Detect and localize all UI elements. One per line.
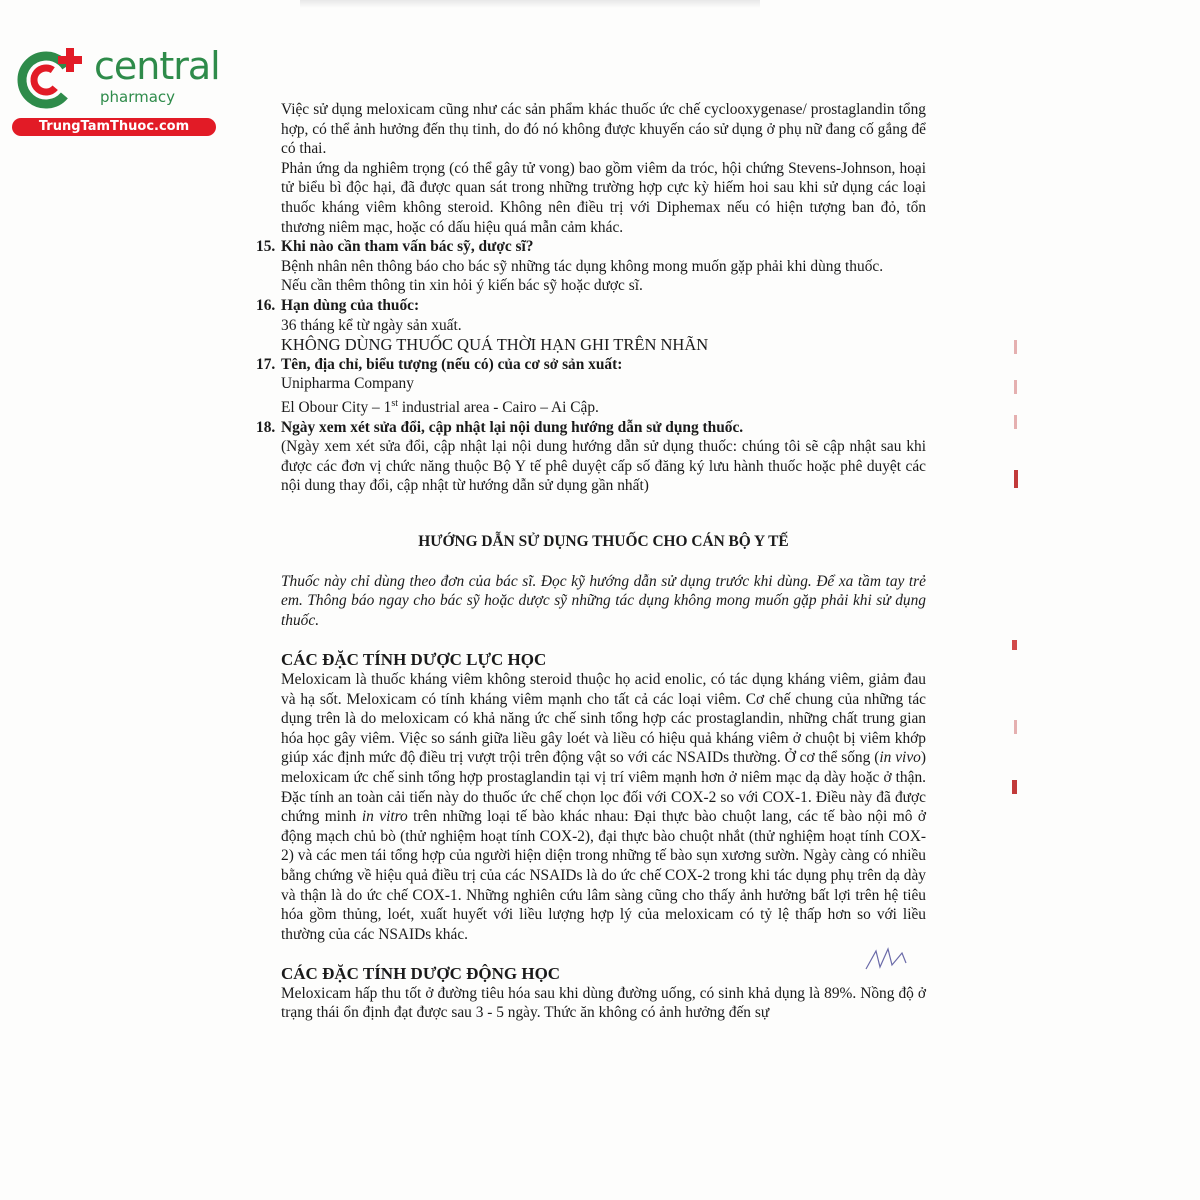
section-18-heading <box>256 418 926 438</box>
section-16-line-1: 36 tháng kể từ ngày sản xuất. <box>281 316 462 334</box>
section-title: Ngày xem xét sửa đổi, cập nhật lại nội dung hướng dẫn sử dụng thuốc. <box>281 418 744 436</box>
stamp-mark <box>1014 415 1017 429</box>
section-title: Hạn dùng của thuốc: <box>281 296 420 314</box>
section-number: 18. <box>256 418 276 436</box>
central-pharmacy-logo[interactable] <box>8 38 218 138</box>
section-15-line-2: Nếu cần thêm thông tin xin hỏi ý kiến bác sỹ hoặc dược sĩ. <box>281 277 643 295</box>
pharmacodynamics-title: CÁC ĐẶC TÍNH DƯỢC LỰC HỌC <box>281 650 547 670</box>
section-number: 15. <box>256 238 276 256</box>
document-body <box>256 100 926 1023</box>
section-17-heading <box>256 355 926 375</box>
address-superscript: st <box>391 397 398 409</box>
section-title: Khi nào cần tham vấn bác sỹ, dược sĩ? <box>281 238 534 256</box>
logo-subtitle: pharmacy <box>100 88 176 106</box>
section-18-line-1: (Ngày xem xét sửa đổi, cập nhật lại nội dung hướng dẫn sử dụng thuốc: chúng tôi sẽ cập nhật sau khi được các đơn vị chức năng thuộc Bộ Y tế phê duyệt cấp số đăng ký lưu hành thuốc hoặc phê duyệt các nội dung thay đổi, cập nhật từ hướng dẫn sử dụng gần nhất) <box>281 438 926 495</box>
address-part-b: industrial area - Cairo – Ai Cập. <box>397 399 599 417</box>
margin-stamp-marks <box>1006 340 1036 820</box>
scan-edge <box>300 0 760 8</box>
section-15-line-1: Bệnh nhân nên thông báo cho bác sỹ những tác dụng không mong muốn gặp phải khi dùng thuốc. <box>281 257 884 275</box>
stamp-mark <box>1014 380 1017 394</box>
pharmacy-cross-logo-icon <box>12 40 90 118</box>
intro-paragraph-1: Việc sử dụng meloxicam cũng như các sản phẩm khác thuốc ức chế cyclooxygenase/ prostaglandin tổng hợp, có thể ảnh hưởng đến thụ tinh, do đó nó không được khuyến cáo sử dụng ở phụ nữ đang cố gắng để có thai. <box>281 101 926 158</box>
signature-scribble-icon <box>862 945 912 975</box>
stamp-mark <box>1014 720 1017 734</box>
section-number: 16. <box>256 296 276 314</box>
logo-url-badge[interactable]: TrungTamThuoc.com <box>12 118 216 136</box>
prescription-warning: Thuốc này chỉ dùng theo đơn của bác sĩ. Đọc kỹ hướng dẫn sử dụng trước khi dùng. Để xa tầm tay trẻ em. Thông báo ngay cho bác sỹ hoặc dược sỹ những tác dụng không mong muốn gặp phải khi sử dụng thuốc. <box>281 572 926 629</box>
section-15-heading <box>256 237 926 257</box>
section-16-heading <box>256 296 926 316</box>
intro-paragraph-2: Phản ứng da nghiêm trọng (có thể gây tử vong) bao gồm viêm da tróc, hội chứng Stevens-Johnson, hoại tử biểu bì độc hại, đã được quan sát trong những trường hợp cực kỳ hiếm hoi sau khi sử dụng các loại thuốc kháng viêm không steroid. Không nên điều trị với Diphemax nếu có hiện tượng ban đỏ, tổn thương niêm mạc, hoặc có dấu hiệu quá mẫn cảm khác. <box>281 159 926 236</box>
section-16-line-2: KHÔNG DÙNG THUỐC QUÁ THỜI HẠN GHI TRÊN NHÃN <box>281 335 709 355</box>
stamp-mark <box>1012 780 1017 794</box>
manufacturer-name: Unipharma Company <box>281 375 414 393</box>
professional-guide-title: HƯỚNG DẪN SỬ DỤNG THUỐC CHO CÁN BỘ Y TẾ <box>418 533 789 550</box>
pharmacokinetics-text: Meloxicam hấp thu tốt ở đường tiêu hóa sau khi dùng đường uống, có sinh khả dụng là 89%. Nồng độ ở trạng thái ổn định đạt được sau 3 - 5 ngày. Thức ăn không có ảnh hưởng đến sự <box>281 984 926 1022</box>
pd-text-c: trên những loại tế bào khác nhau: Đại thực bào chuột lang, các tế bào nội mô ở động mạch chủ bò (thử nghiệm hoạt tính COX-2), đại thực bào chuột nhắt (thử nghiệm hoạt tính COX-2) và các men tái tổng hợp của người hiện diện trong những tế bào sụn xương sườn. Ngày càng có nhiều bằng chứng về hiệu quả điều trị của các NSAIDs là do ức chế COX-2 trong khi tác dụng phụ trên dạ dày và thận là do ức chế COX-1. Những nghiên cứu lâm sàng cũng cho thấy ảnh hưởng bất lợi trên hệ tiêu hóa gồm thủng, loét, xuất huyết với liều lượng hợp lý của meloxicam có tỷ lệ thấp hơn so với liều thường của các NSAIDs khác. <box>281 808 926 943</box>
pd-text-b: ) meloxicam ức chế sinh tổng hợp prostaglandin tại vị trí viêm mạnh hơn ở niêm mạc dạ dày hoặc ở thận. Đặc tính an toàn cải tiến này do thuốc ức chế chọn lọc đối với COX-2 so với COX-1. Điều này đã được chứng minh <box>281 749 927 826</box>
address-part-a: El Obour City – 1 <box>281 399 392 417</box>
stamp-mark <box>1012 640 1017 650</box>
section-title: Tên, địa chỉ, biểu tượng (nếu có) của cơ sở sản xuất: <box>281 355 623 373</box>
pharmacokinetics-title: CÁC ĐẶC TÍNH DƯỢC ĐỘNG HỌC <box>281 964 561 984</box>
stamp-mark <box>1014 340 1017 354</box>
pd-italic-in-vivo: in vivo <box>879 749 921 767</box>
section-number: 17. <box>256 355 276 373</box>
stamp-mark <box>1014 470 1018 488</box>
pd-text-a: Meloxicam là thuốc kháng viêm không steroid thuộc họ acid enolic, có tác dụng kháng viêm, giảm đau và hạ sốt. Meloxicam có tính kháng viêm mạnh cho tất cả các loại viêm. Cơ chế chung của những tác dụng trên là do meloxicam có khả năng ức chế sinh tổng hợp các prostaglandin, những chất trung gian hóa học gây viêm. Việc so sánh giữa liều gây loét và liều có hiệu quả kháng viêm ở chuột bị viêm khớp giúp xác định mức độ điều trị vượt trội trên động vật so với các NSAIDs thường. Ở cơ thể sống ( <box>281 670 926 767</box>
pharmacodynamics-text <box>256 670 926 944</box>
manufacturer-address <box>256 394 926 418</box>
pd-italic-in-vitro: in vitro <box>361 808 408 826</box>
logo-name: central <box>94 44 220 88</box>
